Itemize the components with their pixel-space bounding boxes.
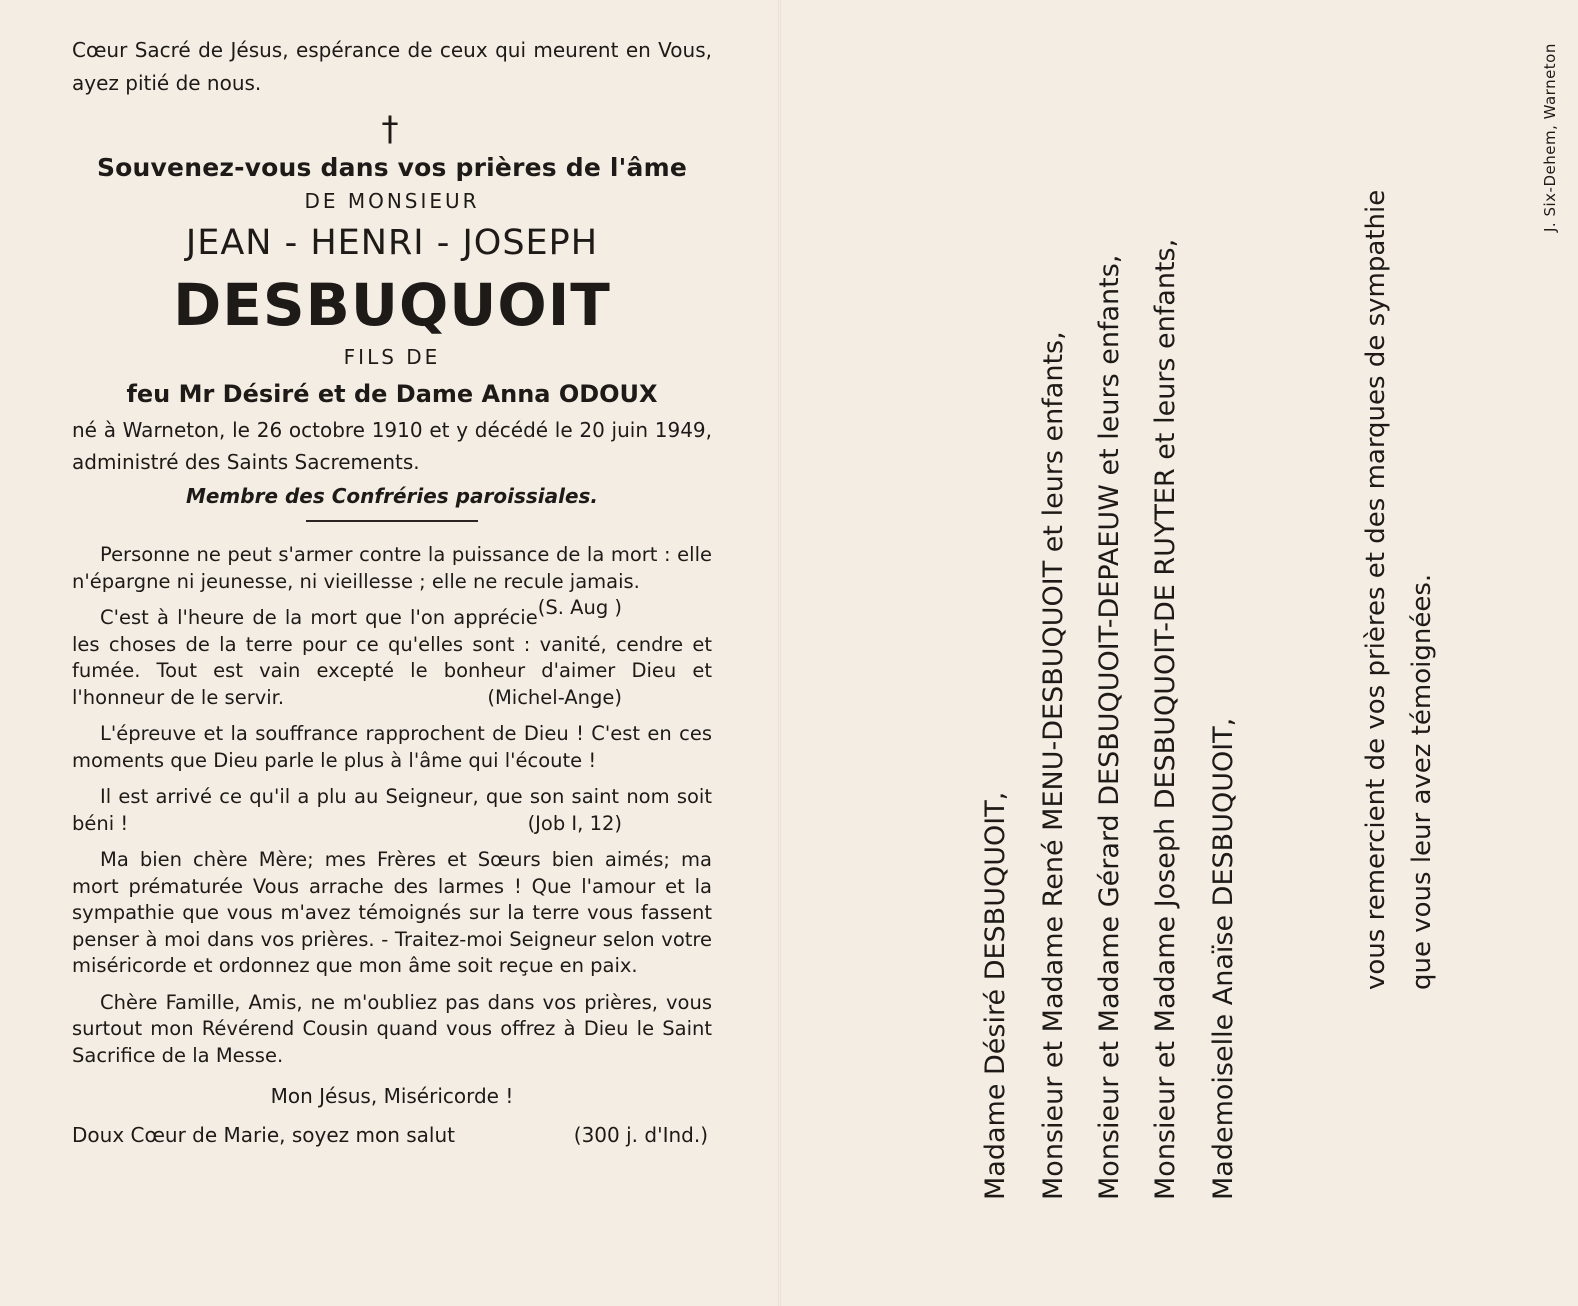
divider [306, 520, 478, 522]
parents: feu Mr Désiré et de Dame Anna ODOUX [126, 380, 658, 408]
intro-prayer: Cœur Sacré de Jésus, espérance de ceux qui meurent en Vous, ayez pitié de nous. [72, 38, 712, 95]
family-line: Madame Désiré DESBUQUOIT, [980, 791, 1011, 1200]
thanks-line: que vous leur avez témoignées. [1407, 573, 1437, 990]
left-page [72, 34, 712, 1153]
misericorde-prayer: Mon Jésus, Miséricorde ! [270, 1084, 514, 1108]
quote-paragraph: Il est arrivé ce qu'il a plu au Seigneur, que son saint nom soit béni ! (Job I, 12) [72, 784, 712, 837]
indulgence-note: (300 j. d'Ind.) [573, 1123, 708, 1147]
quote-paragraph: Personne ne peut s'armer contre la puissance de la mort : elle n'épargne ni jeunesse, ni vieillesse ; elle ne recule jamais. (S. Aug ) [72, 542, 712, 595]
birth-death-text: né à Warneton, le 26 octobre 1910 et y décédé le 20 juin 1949, administré des Saints Sacrements. [72, 418, 712, 474]
de-monsieur-label: DE MONSIEUR [304, 189, 480, 213]
quote-paragraph: Ma bien chère Mère; mes Frères et Sœurs bien aimés; ma mort prématurée Vous arrache des larmes ! Que l'amour et la sympathie que vous m'avez témoignés sur la terre vous fassent penser à moi dans vos prières. - Traitez-moi Seigneur selon votre miséricorde et ordonnez que mon âme soit reçue en paix. [72, 848, 712, 977]
quote-paragraph: L'épreuve et la souffrance rapprochent de Dieu ! C'est en ces moments que Dieu parle le plus à l'âme qui l'écoute ! [72, 722, 712, 772]
quote-source: (Job I, 12) [527, 811, 622, 835]
family-line: Monsieur et Madame Joseph DESBUQUOIT-DE RUYTER et leurs enfants, [1150, 238, 1181, 1200]
thanks-line: vous remercient de vos prières et des marques de sympathie [1361, 189, 1391, 990]
cross-icon: † [381, 109, 399, 149]
fils-de-label: FILS DE [343, 345, 441, 369]
printer-credit: J. Six-Dehem, Warneton [1541, 43, 1559, 232]
first-names: JEAN - HENRI - JOSEPH [185, 223, 599, 263]
quote-paragraph: Chère Famille, Amis, ne m'oubliez pas dans vos prières, vous surtout mon Révérend Cousin quand vous offrez à Dieu le Saint Sacrifice de la Messe. [72, 990, 712, 1067]
family-line: Monsieur et Madame René MENU-DESBUQUOIT et leurs enfants, [1038, 331, 1069, 1200]
quote-paragraph: C'est à l'heure de la mort que l'on apprécie les choses de la terre pour ce qu'elles sont : vanité, cendre et fumée. Tout est vain excepté le bonheur d'aimer Dieu et l'honneur de le servir. (Michel-Ange) [72, 605, 712, 711]
quote-source: (Michel-Ange) [487, 685, 622, 709]
doux-coeur-prayer: Doux Cœur de Marie, soyez mon salut (300 j. d'Ind.) [72, 1117, 712, 1153]
card-fold [778, 0, 781, 1306]
remember-heading: Souvenez-vous dans vos prières de l'âme [96, 153, 688, 182]
family-line: Mademoiselle Anaïse DESBUQUOIT, [1208, 717, 1239, 1200]
quote-source: (S. Aug ) [537, 596, 622, 619]
membership-text: Membre des Confréries paroissiales. [185, 484, 599, 508]
family-line: Monsieur et Madame Gérard DESBUQUOIT-DEPAEUW et leurs enfants, [1094, 254, 1125, 1200]
surname: DESBUQUOIT [173, 271, 611, 339]
